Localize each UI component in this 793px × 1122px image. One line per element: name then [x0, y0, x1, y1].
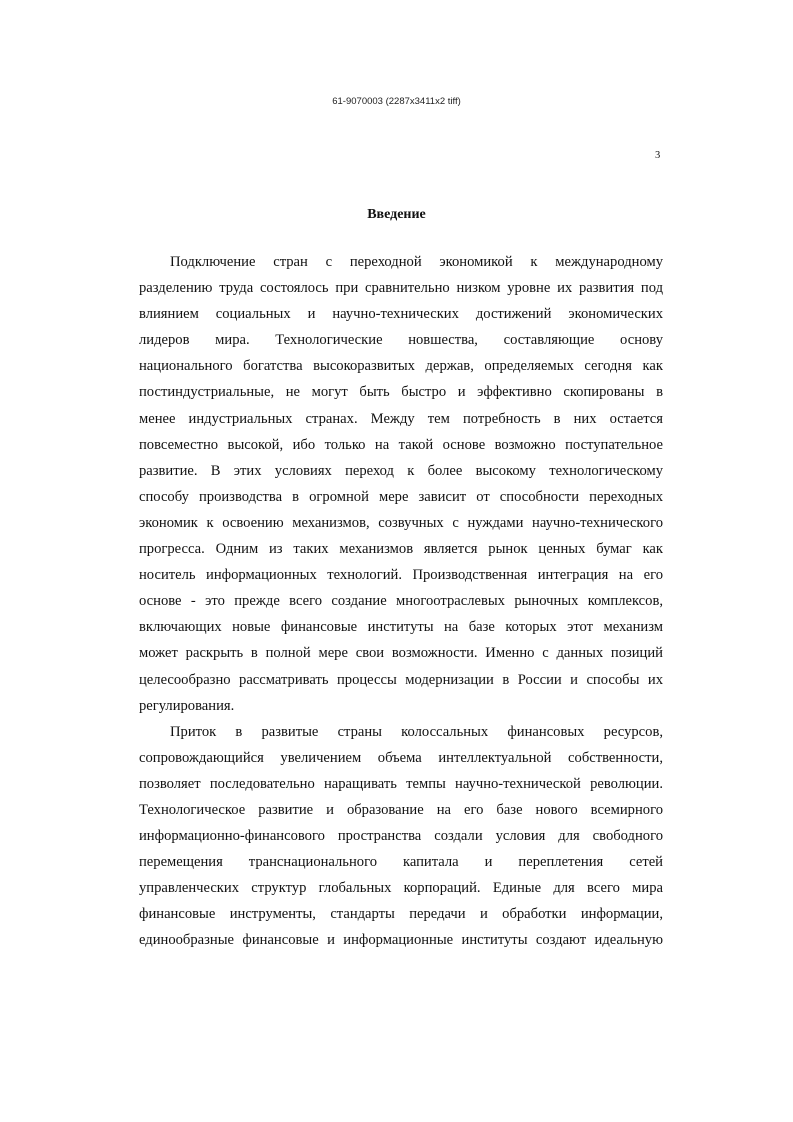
- text-line: информационно-финансового пространства создали условия для свободного: [139, 828, 663, 845]
- text-line: лидеров мира. Технологические новшества, составляющие основу: [139, 332, 663, 349]
- text-line: Приток в развитые страны колоссальных финансовых ресурсов,: [170, 723, 663, 740]
- text-line: способу производства в огромной мере зависит от способности переходных: [139, 488, 663, 505]
- text-line: регулирования.: [139, 697, 235, 714]
- page-number: 3: [655, 150, 661, 161]
- text-line: развитие. В этих условиях переход к более высокому технологическому: [139, 462, 663, 479]
- text-line: позволяет последовательно наращивать темпы научно-технической революции.: [139, 775, 663, 792]
- text-line: сопровождающийся увеличением объема интеллектуальной собственности,: [139, 749, 663, 766]
- text-line: менее индустриальных странах. Между тем потребность в них остается: [139, 410, 663, 427]
- text-line: включающих новые финансовые институты на базе которых этот механизм: [139, 619, 663, 636]
- scan-identifier: 61-9070003 (2287x3411x2 tiff): [332, 96, 461, 107]
- text-line: постиндустриальные, не могут быть быстро и эффективно скопированы в: [139, 384, 663, 401]
- paragraph-1: [139, 249, 663, 719]
- page-title: Введение: [367, 207, 426, 222]
- text-line: носитель информационных технологий. Производственная интеграция на его: [139, 567, 663, 584]
- text-line: финансовые инструменты, стандарты передачи и обработки информации,: [139, 906, 663, 923]
- text-line: экономик к освоению механизмов, созвучных с нуждами научно-технического: [139, 514, 663, 531]
- text-line: повсеместно высокой, ибо только на такой основе возможно поступательное: [139, 436, 663, 453]
- text-line: влиянием социальных и научно-технических достижений экономических: [139, 306, 663, 323]
- text-line: Подключение стран с переходной экономикой к международному: [170, 254, 663, 270]
- text-line: целесообразно рассматривать процессы модернизации в России и способы их: [139, 671, 663, 688]
- text-line: может раскрыть в полной мере свои возможности. Именно с данных позиций: [139, 645, 663, 662]
- text-line: перемещения транснационального капитала и переплетения сетей: [139, 854, 663, 871]
- text-line: единообразные финансовые и информационные институты создают идеальную: [139, 932, 663, 949]
- text-line: управленческих структур глобальных корпораций. Единые для всего мира: [139, 880, 663, 897]
- paragraph-2: [139, 719, 663, 954]
- text-line: Технологическое развитие и образование на его базе нового всемирного: [139, 801, 663, 818]
- text-line: прогресса. Одним из таких механизмов является рынок ценных бумаг как: [139, 541, 663, 558]
- text-line: национального богатства высокоразвитых держав, определяемых сегодня как: [139, 358, 663, 375]
- body-text: [139, 249, 663, 954]
- text-line: разделению труда состоялось при сравнительно низком уровне их развития под: [139, 280, 663, 297]
- text-line: основе - это прежде всего создание многоотраслевых рыночных комплексов,: [139, 593, 663, 610]
